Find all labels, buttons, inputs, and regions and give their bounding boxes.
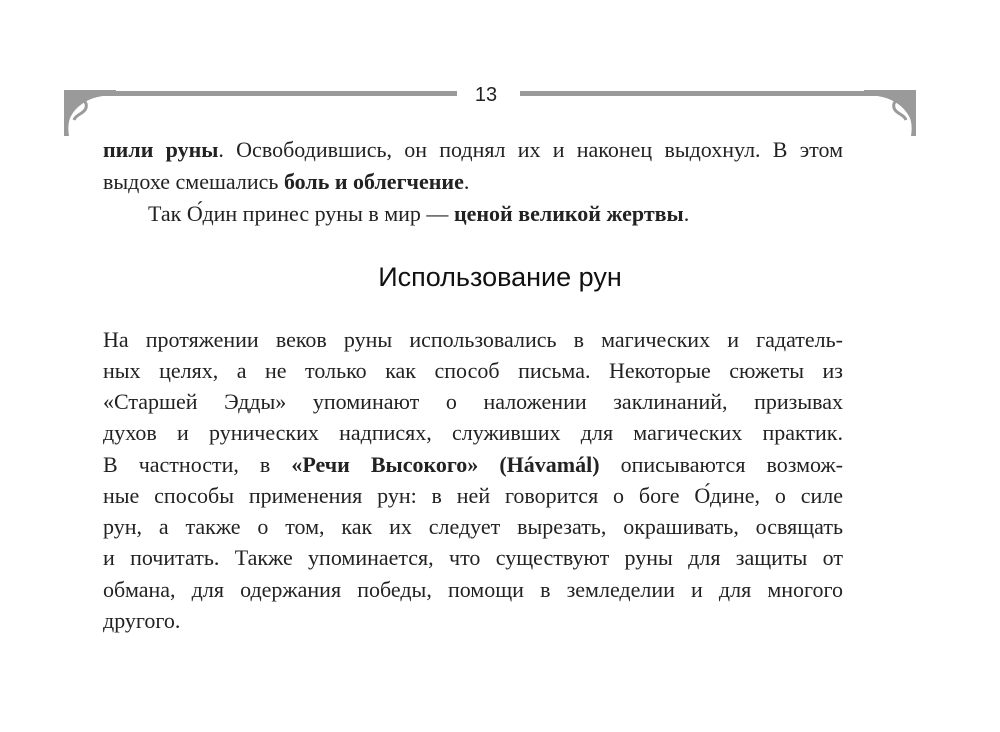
page-number: 13 — [474, 84, 498, 106]
text: Так О́дин принес руны в мир — — [148, 201, 454, 226]
section-heading: Использование рун — [378, 262, 622, 292]
paragraph-line: другого. — [103, 608, 181, 633]
bold-text: пили руны — [103, 137, 219, 162]
text: выдохе смешались — [103, 169, 284, 194]
header-rule-left — [65, 91, 457, 96]
corner-ornament-right-icon — [864, 90, 916, 136]
text: . — [463, 169, 470, 194]
header-rule-right — [520, 91, 915, 96]
paragraph-line: рун, а также о том, как их следует вырезать, окрашивать, освящать — [103, 514, 843, 539]
text: В частности, в — [103, 452, 292, 477]
bold-text: боль и облегчение — [283, 169, 464, 194]
paragraph-line: и почитать. Также упоминается, что существуют руны для защиты от — [103, 545, 843, 570]
text-line — [148, 202, 888, 226]
corner-ornament-left-icon — [64, 90, 116, 136]
text: . — [683, 201, 690, 226]
paragraph-line: обмана, для одержания победы, помощи в земледелии и для многого — [103, 577, 843, 602]
paragraph-line: ных целях, а не только как способ письма. Некоторые сюжеты из — [103, 358, 843, 383]
bold-text: «Речи Высокого» (Hávamál) — [291, 452, 600, 477]
bold-text: ценой великой жертвы — [453, 201, 684, 226]
paragraph-line: На протяжении веков руны использовались в магических и гадатель- — [103, 327, 843, 352]
paragraph-line — [103, 453, 843, 477]
paragraph-line: ные способы применения рун: в ней говорится о боге О́дине, о силе — [103, 483, 843, 508]
text: . Освободившись, он поднял их и наконец выдохнул. В этом — [218, 137, 843, 162]
text-line — [103, 170, 843, 194]
text: описываются возмож- — [599, 452, 843, 477]
paragraph-line: «Старшей Эдды» упоминают о наложении заклинаний, призывах — [103, 389, 843, 414]
text-line — [103, 138, 843, 162]
paragraph-line: духов и рунических надписях, служивших для магических практик. — [103, 420, 843, 445]
